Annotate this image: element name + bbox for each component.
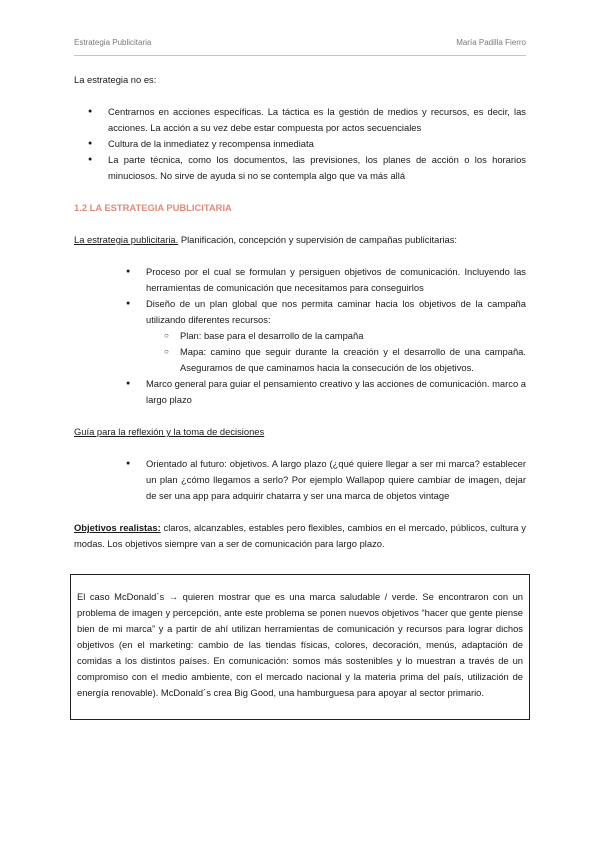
definition-text: Planificación, concepción y supervisión de campañas publicitarias: <box>178 234 458 245</box>
list-item-text: Diseño de un plan global que nos permita caminar hacia los objetivos de la campaña utilizando diferentes recursos: <box>146 298 526 325</box>
strategy-list <box>74 264 526 408</box>
header-divider <box>74 55 526 56</box>
list-item: ● Orientado al futuro: objetivos. A largo plazo (¿qué quiere llegar a ser mi marca? establecer un plan ¿cómo llegamos a serlo? Por ejemplo Wallapop quiere cambiar de imagen, dejar de ser una app para adquirir chatarra y ser una marca de objetos vintage <box>74 456 526 504</box>
header-author: María Padilla Fierro <box>456 38 526 47</box>
case-box <box>70 574 530 720</box>
list-item <box>74 296 526 376</box>
objectives-term: Objetivos realistas: <box>74 522 161 533</box>
page-header <box>74 38 526 52</box>
sub-list-item: ○ Mapa: camino que seguir durante la creación y el desarrollo de una campaña. Aseguramos de que caminamos hacia la consecución de los objetivos. <box>146 344 526 376</box>
intro-list <box>74 104 526 184</box>
page-content <box>74 72 526 720</box>
list-item: ● Marco general para guiar el pensamiento creativo y las acciones de comunicación. marco a largo plazo <box>74 376 526 408</box>
definition-paragraph <box>74 232 526 248</box>
list-item: ● Cultura de la inmediatez y recompensa inmediata <box>74 136 526 152</box>
header-title: Estrategia Publicitaria <box>74 38 152 47</box>
case-text: El caso McDonald´s → quieren mostrar que es una marca saludable / verde. Se encontraron con un problema de imagen y percepción, ante este problema se ponen nuevos objetivos “hacer que gente piense bien de mi marca” y a partir de ahí utilizan herramientas de comunicación y recursos para lograr dichos objetivos (en el marketing: cambio de las tiendas físicas, colores, decoración, menús, adaptación de comidas a los distintos países. En comunicación: somos más sostenibles y lo muestran a través de un compromiso con el medio ambiente, con el mercado nacional y la materia prima del país, utilización de energía renovable). McDonald´s crea Big Good, una hamburguesa para apoyar al sector primario. <box>77 591 523 698</box>
objectives-text: claros, alcanzables, estables pero flexibles, cambios en el mercado, públicos, cultura y modas. Los objetivos siempre van a ser de comunicación para largo plazo. <box>74 522 526 549</box>
list-item: ● Proceso por el cual se formulan y persiguen objetivos de comunicación. Incluyendo las herramientas de comunicación que necesitamos para conseguirlos <box>74 264 526 296</box>
sub-list-item: ○ Plan: base para el desarrollo de la campaña <box>146 328 526 344</box>
guide-list <box>74 456 526 504</box>
objectives-paragraph <box>74 520 526 552</box>
list-item: ● Centrarnos en acciones específicas. La táctica es la gestión de medios y recursos, es decir, las acciones. La acción a su vez debe estar compuesta por actos secuenciales <box>74 104 526 136</box>
intro-title: La estrategia no es: <box>74 74 157 85</box>
definition-term: La estrategia publicitaria. <box>74 234 179 245</box>
section-heading: 1.2 LA ESTRATEGIA PUBLICITARIA <box>74 202 232 213</box>
guide-title: Guía para la reflexión y la toma de decisiones <box>74 426 265 437</box>
strategy-sublist <box>146 328 526 376</box>
list-item: ● La parte técnica, como los documentos, las previsiones, los planes de acción o los horarios minuciosos. No sirve de ayuda si no se contempla algo que va más allá <box>74 152 526 184</box>
